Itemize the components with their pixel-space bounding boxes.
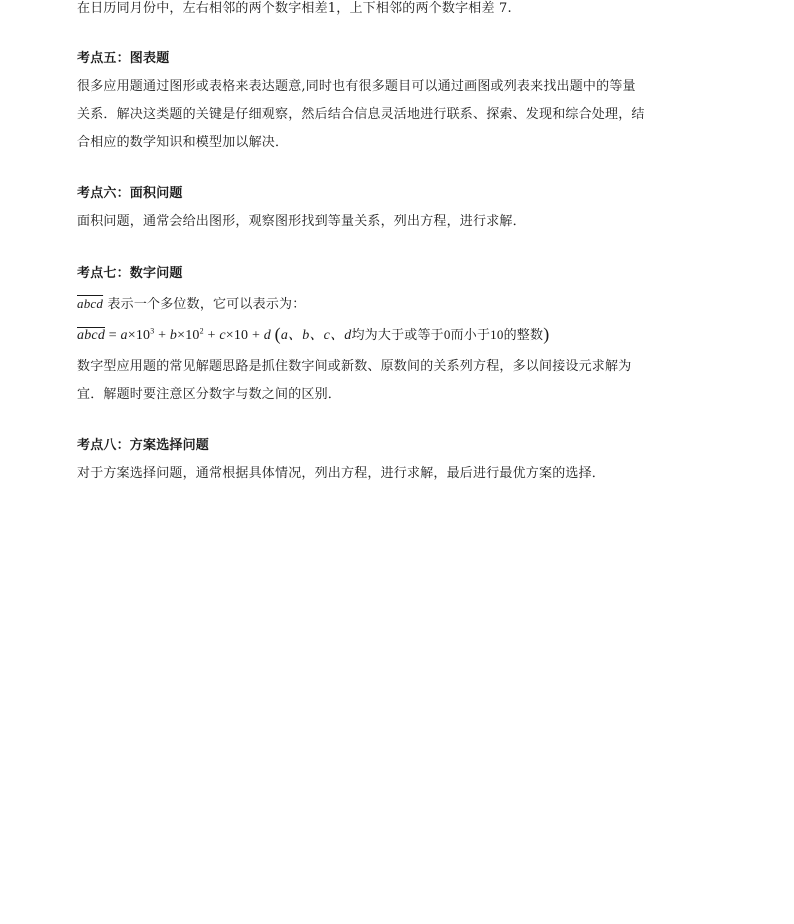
formula-times1: ×10 xyxy=(127,328,151,343)
calendar-note: 在日历同月份中，左右相邻的两个数字相差1，上下相邻的两个数字相差 7. xyxy=(77,1,512,16)
abcd-formula xyxy=(77,325,549,345)
formula-plus2: + xyxy=(203,328,220,343)
section5-heading: 考点五：图表题 xyxy=(77,51,170,66)
formula-times3: ×10 + xyxy=(225,328,264,343)
abcd-description: 表示一个多位数，它可以表示为： xyxy=(107,297,306,312)
formula-a: a xyxy=(120,328,128,343)
section5-line-3: 合相应的数学知识和模型加以解决． xyxy=(77,135,289,150)
formula-d: d xyxy=(263,328,271,343)
section7-line-1 xyxy=(77,295,305,314)
abcd-overline: abcd xyxy=(77,296,104,311)
section7-line-3: 宜．解题时要注意区分数字与数之间的区别． xyxy=(77,387,342,402)
section5-line-2: 关系．解决这类题的关键是仔细观察，然后结合信息灵活地进行联系、探索、发现和综合处理，结 xyxy=(77,107,645,122)
section5-line-1: 很多应用题通过图形或表格来表达题意,同时也有很多题目可以通过画图或列表来找出题中的等量 xyxy=(77,79,636,94)
formula-eq: = xyxy=(105,328,121,343)
formula-open-paren: ( xyxy=(274,324,281,344)
formula-c: c xyxy=(219,328,226,343)
formula-close-paren: ) xyxy=(543,324,550,344)
formula-cond-text: 均为大于或等于0而小于10的整数 xyxy=(351,327,544,342)
section8-line-1: 对于方案选择问题，通常根据具体情况，列出方程，进行求解，最后进行最优方案的选择． xyxy=(77,466,606,481)
section7-heading: 考点七：数字问题 xyxy=(77,266,183,281)
section7-line-2: 数字型应用题的常见解题思路是抓住数字间或新数、原数间的关系列方程，多以间接设元求解为 xyxy=(77,359,632,374)
formula-exp3: 3 xyxy=(150,326,155,336)
formula-lhs: abcd xyxy=(77,328,106,343)
formula-b: b xyxy=(169,328,178,343)
section6-line-1: 面积问题，通常会给出图形，观察图形找到等量关系，列出方程，进行求解． xyxy=(77,214,526,229)
formula-exp2: 2 xyxy=(199,326,204,336)
formula-plus1: + xyxy=(154,328,170,343)
section8-heading: 考点八：方案选择问题 xyxy=(77,438,210,453)
formula-times2: ×10 xyxy=(177,328,200,343)
formula-cond-vars: a、b、c、d xyxy=(280,328,352,343)
section6-heading: 考点六：面积问题 xyxy=(77,186,183,201)
